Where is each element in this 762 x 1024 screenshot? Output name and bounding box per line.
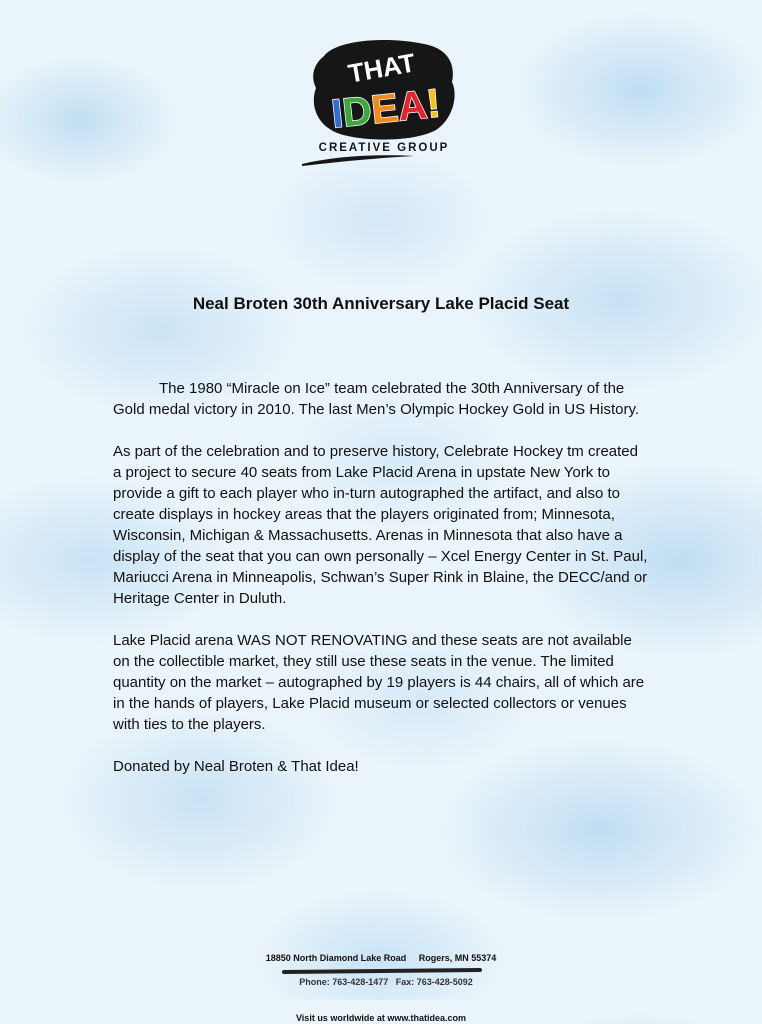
logo-idea-letter: E	[369, 85, 401, 133]
that-idea-logo	[296, 34, 476, 169]
body-paragraph: Lake Placid arena WAS NOT RENOVATING and these seats are not available on the collectible market, they still use these seats in the venue. The limited quantity on the market – autographed by 19 players is 44 chairs, all of which are in the hands of players, Lake Placid museum or selected collectors or venues with ties to the players.	[113, 632, 645, 733]
logo-idea-letter: I	[329, 91, 346, 137]
footer-website: Visit us worldwide at www.thatidea.com	[295, 1013, 467, 1023]
document-title: Neal Broten 30th Anniversary Lake Placid Seat	[192, 294, 570, 313]
body-paragraph: Donated by Neal Broten & That Idea!	[113, 758, 359, 775]
footer-strikethrough-mark	[282, 968, 482, 974]
body-paragraph: The 1980 “Miracle on Ice” team celebrated the 30th Anniversary of the Gold medal victory in 2010. The last Men’s Olympic Hockey Gold in US History.	[113, 380, 640, 418]
body-paragraph: As part of the celebration and to preserve history, Celebrate Hockey tm created a project to secure 40 seats from Lake Placid Arena in upstate New York to provide a gift to each player who in-turn autographed the artifact, and also to create displays in hockey areas that the players originated from; Minnesota, Wisconsin, Michigan & Massachusetts. Arenas in Minnesota that also have a display of the seat that you can own personally – Xcel Energy Center in St. Paul, Mariucci Arena in Minneapolis, Schwan’s Super Rink in Blaine, the DECC/and or Heritage Center in Duluth.	[113, 443, 648, 607]
logo-idea-letter: A	[395, 82, 430, 130]
logo-idea-letter: D	[340, 88, 374, 136]
footer-address: 18850 North Diamond Lake Road Rogers, MN 55374	[265, 953, 497, 963]
logo-trademark-text: TM	[434, 52, 443, 58]
logo-that-text: THAT	[345, 47, 418, 89]
footer-phone-fax: Phone: 763-428-1477 Fax: 763-428-5092	[299, 977, 473, 987]
document-body	[113, 378, 648, 798]
logo-subtitle-text: CREATIVE GROUP	[318, 142, 450, 154]
logo-idea-letter: !	[424, 81, 443, 127]
letterhead-footer	[0, 952, 762, 1024]
logo-swoosh-shape	[302, 155, 414, 166]
footer-phone-fax-line	[0, 964, 762, 1012]
